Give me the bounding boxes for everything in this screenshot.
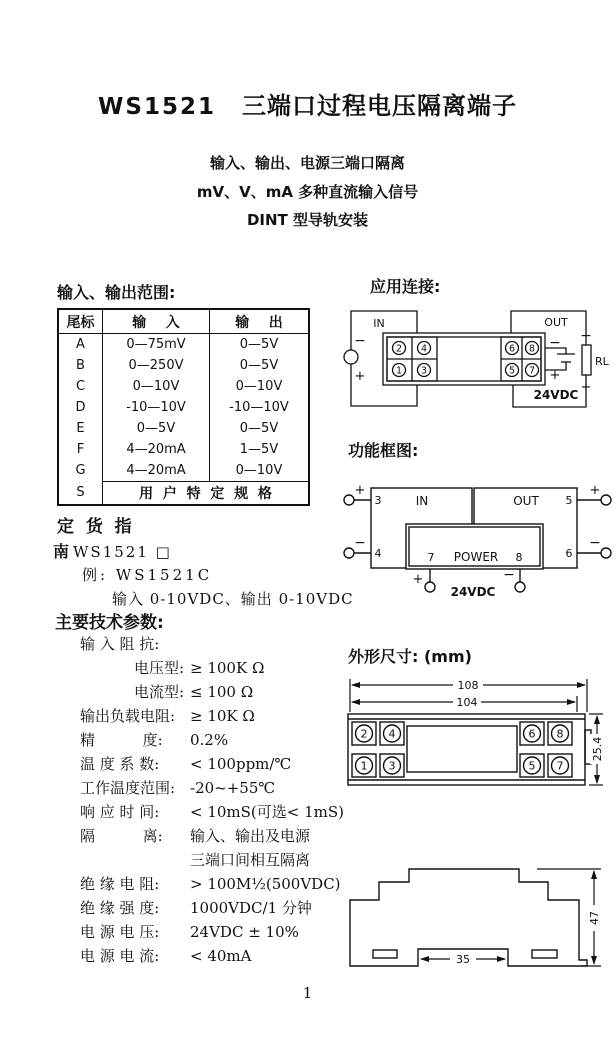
- row-output: 0—10V: [235, 463, 283, 478]
- supply-label: 24VDC: [450, 585, 496, 599]
- row-code: E: [59, 418, 103, 439]
- function-block-diagram: [340, 475, 615, 607]
- svg-text:4: 4: [374, 547, 382, 560]
- table-row: [59, 418, 308, 439]
- svg-text:3: 3: [374, 494, 382, 507]
- row-input: 0—75mV: [103, 334, 210, 355]
- svg-text:3: 3: [388, 759, 396, 773]
- pwr-minus-sign: −: [503, 567, 515, 583]
- table-row: [59, 355, 308, 376]
- dimension-front-view: [344, 676, 606, 793]
- page-number: 1: [302, 984, 313, 1002]
- subtitle-line: 输入、输出、电源三端口隔离: [209, 154, 405, 172]
- dim-25-4: 25.4: [591, 736, 604, 762]
- in-minus-sign: −: [354, 535, 366, 551]
- svg-text:5: 5: [508, 365, 516, 377]
- supply-label: 24VDC: [533, 388, 579, 402]
- in-block-label: IN: [415, 494, 429, 508]
- table-row-custom: [59, 481, 308, 504]
- svg-text:5: 5: [528, 759, 536, 773]
- row-input: 0—5V: [103, 418, 210, 439]
- specs-heading: 主要技术参数:: [55, 613, 164, 633]
- dim-108: 108: [457, 679, 479, 692]
- table-row: [59, 439, 308, 460]
- table-row: [59, 460, 308, 481]
- svg-text:4: 4: [388, 727, 396, 741]
- row-custom-spec: 用 户 特 定 规 格: [103, 481, 308, 504]
- terminal-numbers: [396, 344, 535, 377]
- source-minus-sign: −: [354, 333, 366, 349]
- rl-plus-sign: +: [580, 380, 592, 395]
- svg-text:7: 7: [528, 365, 536, 377]
- svg-text:8: 8: [528, 343, 536, 355]
- app-connection-heading: 应用连接:: [370, 277, 441, 296]
- dimension-lines: [421, 869, 601, 966]
- svg-text:6: 6: [565, 547, 573, 560]
- title-model: WS1521: [98, 94, 216, 120]
- row-code: B: [59, 355, 103, 376]
- row-output: 0—5V: [239, 358, 279, 373]
- function-block-heading: 功能框图:: [348, 441, 419, 460]
- in-label: IN: [373, 317, 385, 330]
- row-code: D: [59, 397, 103, 418]
- svg-text:4: 4: [420, 343, 428, 355]
- row-code: F: [59, 439, 103, 460]
- battery-plus-sign: +: [549, 368, 561, 383]
- col-header-output: 输 出: [235, 314, 283, 331]
- out-minus-sign: −: [589, 535, 601, 551]
- out-label: OUT: [544, 316, 568, 329]
- battery-minus-sign: −: [549, 335, 561, 351]
- dimensions-heading: 外形尺寸: (mm): [348, 647, 472, 666]
- svg-text:1: 1: [360, 759, 368, 773]
- ordering-heading-line2: 南: [53, 542, 70, 561]
- terminal-numbers: [361, 728, 564, 773]
- spec-line: 电流型: ≤ 100 Ω: [133, 683, 254, 701]
- row-code: A: [59, 334, 103, 355]
- table-row: [59, 334, 308, 355]
- svg-text:8: 8: [515, 551, 523, 564]
- spec-line: 电 源 电 流: < 40mA: [80, 947, 252, 965]
- rl-minus-sign: −: [580, 328, 592, 344]
- out-block-label: OUT: [513, 494, 539, 508]
- spec-line: 电 源 电 压: 24VDC ± 10%: [80, 923, 299, 941]
- spec-line: 响 应 时 间: < 10mS(可选< 1mS): [80, 803, 345, 821]
- spec-line: 输出负载电阻: ≥ 10K Ω: [80, 707, 255, 725]
- rl-label: RL: [595, 355, 609, 368]
- power-block-label: POWER: [453, 550, 499, 564]
- row-output: -10—10V: [229, 400, 289, 415]
- spec-line: 绝 缘 强 度: 1000VDC/1 分钟: [80, 899, 312, 917]
- dim-47: 47: [588, 911, 601, 925]
- svg-text:8: 8: [556, 727, 564, 741]
- svg-text:1: 1: [395, 365, 403, 377]
- svg-text:7: 7: [556, 759, 564, 773]
- title-text: 三端口过程电压隔离端子: [241, 92, 517, 120]
- io-range-table: [57, 308, 310, 506]
- svg-text:2: 2: [360, 727, 368, 741]
- dim-35: 35: [456, 953, 470, 966]
- application-connection-diagram: [343, 303, 615, 428]
- subtitle-line: DINT 型导轨安装: [246, 211, 369, 229]
- ordering-example: 例: WS1521C: [82, 566, 213, 584]
- svg-text:5: 5: [565, 494, 573, 507]
- out-plus-sign: +: [589, 483, 601, 498]
- row-code: S: [59, 481, 103, 504]
- svg-text:7: 7: [427, 551, 435, 564]
- svg-text:6: 6: [528, 727, 536, 741]
- row-output: 0—5V: [239, 337, 279, 352]
- col-header-suffix: 尾标: [59, 310, 103, 333]
- row-input: -10—10V: [103, 397, 210, 418]
- side-profile: [350, 869, 587, 966]
- ordering-example-desc: 输入 0-10VDC、输出 0-10VDC: [112, 590, 354, 608]
- dimension-side-view: [344, 830, 606, 975]
- row-input: 4—20mA: [103, 460, 210, 481]
- svg-text:6: 6: [508, 343, 516, 355]
- spec-line: 工作温度范围: -20~+55℃: [80, 779, 276, 797]
- io-range-heading: 输入、输出范围:: [57, 283, 176, 302]
- table-header-row: [59, 310, 308, 334]
- body-outline: [348, 714, 591, 785]
- row-output: 0—10V: [235, 379, 283, 394]
- row-output: 1—5V: [239, 442, 279, 457]
- ordering-model: WS1521 □: [73, 543, 172, 561]
- dim-104: 104: [456, 696, 478, 709]
- page-title: [0, 86, 615, 121]
- subtitle-line: mV、V、mA 多种直流输入信号: [196, 183, 419, 201]
- spec-line: 输 入 阻 抗:: [80, 635, 160, 653]
- ordering-heading-line1: 定 货 指: [57, 517, 132, 537]
- spec-line: 精 度: 0.2%: [80, 731, 229, 749]
- svg-text:2: 2: [395, 343, 403, 355]
- col-header-input: 输 入: [103, 310, 210, 333]
- ordering-model-line: [53, 539, 172, 562]
- in-plus-sign: +: [354, 483, 366, 498]
- spec-line: 隔 离: 输入、输出及电源: [80, 827, 311, 845]
- spec-line: 电压型: ≥ 100K Ω: [133, 659, 265, 677]
- row-input: 0—250V: [103, 355, 210, 376]
- row-code: G: [59, 460, 103, 481]
- pwr-plus-sign: +: [412, 572, 424, 587]
- spec-line: 绝 缘 电 阻: > 100M½(500VDC): [80, 875, 341, 893]
- spec-line: 温 度 系 数: < 100ppm/℃: [80, 755, 292, 773]
- source-plus-sign: +: [354, 369, 366, 384]
- row-code: C: [59, 376, 103, 397]
- table-row: [59, 376, 308, 397]
- spec-line: 三端口间相互隔离: [190, 851, 311, 869]
- row-input: 0—10V: [103, 376, 210, 397]
- row-output: 0—5V: [239, 421, 279, 436]
- svg-text:3: 3: [420, 365, 428, 377]
- row-input: 4—20mA: [103, 439, 210, 460]
- table-row: [59, 397, 308, 418]
